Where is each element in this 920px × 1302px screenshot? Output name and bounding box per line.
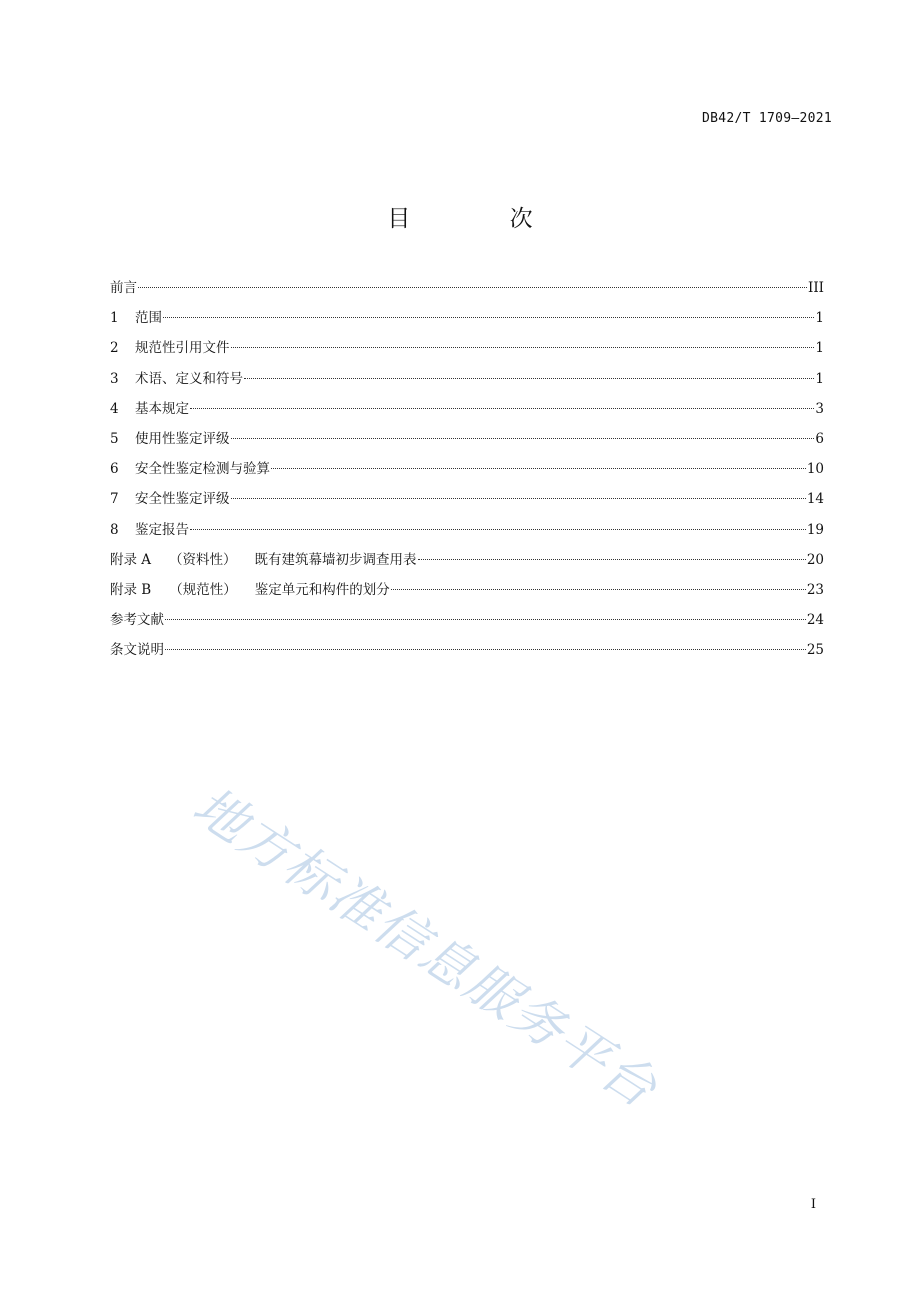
toc-leader-dots [190, 408, 814, 409]
toc-entry[interactable] [110, 369, 824, 399]
toc-entry[interactable] [110, 278, 824, 308]
toc-leader-dots [163, 317, 814, 318]
toc-entry-number: 1 [110, 310, 119, 327]
toc-entry-number: 3 [110, 370, 119, 387]
toc-entry-page: 14 [806, 491, 824, 508]
toc-leader-dots [418, 559, 806, 560]
page-number: I [810, 1197, 816, 1212]
toc-entry-label [110, 610, 164, 630]
toc-appendix-id: 附录 A [110, 551, 152, 568]
toc-entry[interactable] [110, 429, 824, 459]
toc-entry[interactable] [110, 610, 824, 640]
toc-leader-dots [231, 438, 815, 439]
toc-entry-label [110, 369, 243, 389]
toc-entry-label [110, 308, 162, 328]
toc-entry-label [110, 399, 189, 419]
toc-entry[interactable] [110, 580, 824, 610]
toc-entry-number: 6 [110, 461, 119, 478]
toc-leader-dots [271, 468, 806, 469]
toc-entry-label [110, 489, 230, 509]
toc-entry[interactable] [110, 459, 824, 489]
toc-entry[interactable] [110, 550, 824, 580]
toc-entry-page: 23 [806, 581, 824, 598]
toc-entry-number: 5 [110, 430, 119, 447]
toc-entry[interactable] [110, 338, 824, 368]
toc-entry-title: 参考文献 [110, 612, 164, 629]
toc-entry-label [110, 520, 189, 540]
toc-leader-dots [138, 287, 807, 288]
toc-entry-page: III [808, 280, 824, 296]
toc-entry-label [110, 278, 137, 298]
toc-entry-number: 2 [110, 340, 119, 357]
toc-leader-dots [231, 498, 806, 499]
toc-entry-title: 使用性鉴定评级 [135, 430, 230, 447]
toc-entry-number: 4 [110, 400, 119, 417]
toc-entry-title: 条文说明 [110, 642, 164, 659]
toc-entry[interactable] [110, 308, 824, 338]
toc-leader-dots [165, 649, 806, 650]
toc-leader-dots [231, 347, 815, 348]
toc-entry-page: 20 [806, 551, 824, 568]
toc-entry-title: 安全性鉴定评级 [135, 491, 230, 508]
document-code: DB42/T 1709—2021 [701, 111, 832, 126]
table-of-contents [110, 278, 824, 670]
toc-entry-title: 既有建筑幕墙初步调查用表 [254, 551, 417, 568]
toc-leader-dots [165, 619, 806, 620]
toc-entry-page: 6 [815, 430, 824, 447]
toc-entry-label [110, 580, 390, 600]
toc-entry-title: 鉴定报告 [135, 521, 189, 538]
toc-entry-title: 规范性引用文件 [135, 340, 230, 357]
toc-entry-title: 基本规定 [135, 400, 189, 417]
toc-appendix-id: 附录 B [110, 581, 152, 598]
toc-leader-dots [190, 529, 806, 530]
toc-entry-page: 3 [815, 400, 824, 417]
toc-entry-title: 术语、定义和符号 [135, 370, 243, 387]
toc-entry-page: 1 [815, 340, 824, 357]
toc-entry[interactable] [110, 520, 824, 550]
toc-leader-dots [244, 378, 814, 379]
toc-entry-label [110, 640, 164, 660]
toc-entry[interactable] [110, 489, 824, 519]
page-title: 目 次 [387, 206, 579, 232]
toc-entry-number: 8 [110, 521, 119, 538]
toc-entry[interactable] [110, 399, 824, 429]
toc-entry-title: 前言 [110, 280, 137, 296]
toc-entry-label [110, 459, 270, 479]
toc-entry-page: 24 [806, 612, 824, 629]
toc-appendix-type: （资料性） [169, 551, 237, 568]
toc-entry-page: 1 [815, 310, 824, 327]
toc-entry-number: 7 [110, 491, 119, 508]
toc-entry-title: 安全性鉴定检测与验算 [135, 461, 270, 478]
toc-entry-title: 范围 [135, 310, 162, 327]
toc-entry-label [110, 550, 417, 570]
toc-entry-title: 鉴定单元和构件的划分 [254, 581, 390, 598]
toc-leader-dots [391, 589, 806, 590]
toc-appendix-type: （规范性） [169, 581, 237, 598]
watermark: 地方标准信息服务平台 [182, 775, 668, 1121]
toc-entry[interactable] [110, 640, 824, 670]
toc-entry-page: 25 [806, 642, 824, 659]
toc-entry-page: 10 [806, 461, 824, 478]
toc-entry-page: 19 [806, 521, 824, 538]
toc-entry-label [110, 429, 230, 449]
toc-entry-page: 1 [815, 370, 824, 387]
toc-entry-label [110, 338, 230, 358]
